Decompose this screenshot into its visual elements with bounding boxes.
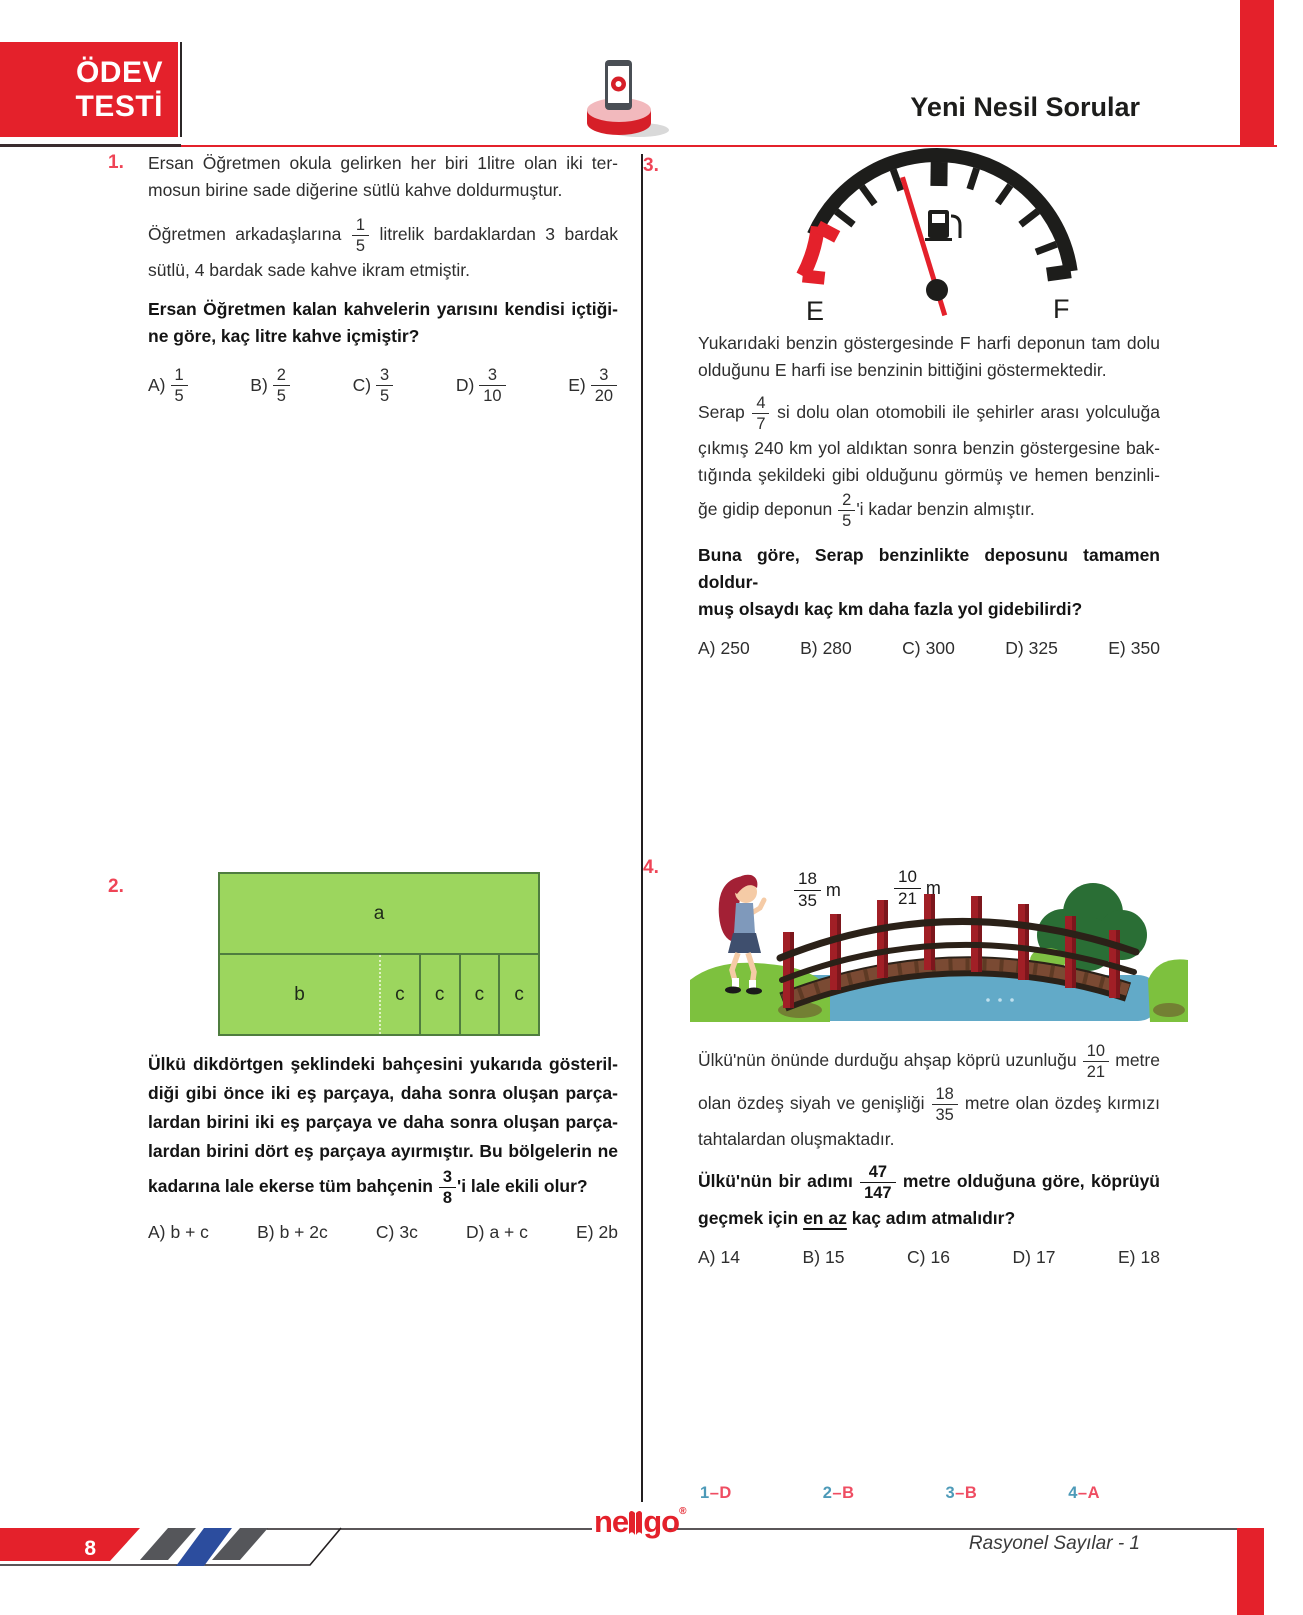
garden-diagram bbox=[218, 872, 540, 1036]
badge-line-2: TESTİ bbox=[75, 89, 163, 123]
question-3-text-line: olduğunu E harfi ise benzinin bittiğini göstermektedir. bbox=[698, 360, 1107, 380]
question-2-stem-line: lardan birini dört eş parçaya ayırmıştır. Bu bölgelerin ne bbox=[148, 1141, 618, 1161]
option-d: D) $\frac{3}{10}$ bbox=[456, 364, 507, 407]
option-b: B) 280 bbox=[800, 638, 852, 659]
garden-bottom-row bbox=[220, 955, 538, 1034]
question-2-stem-line: diği gibi önce iki eş parçaya, daha sonra oluşan parça- bbox=[148, 1083, 618, 1103]
question-3-text-line: çıkmış 240 km yol aldıktan sonra benzin göstergesine bak- bbox=[698, 438, 1160, 459]
option-e: E) 350 bbox=[1108, 638, 1160, 659]
fuel-pump-icon bbox=[925, 210, 960, 240]
option-e: E) $\frac{3}{20}$ bbox=[568, 364, 618, 407]
question-4-text-line: Ülkü'nün önünde durduğu ahşap köprü uzunluğu $\frac{10}{21}$ metre bbox=[698, 1042, 1160, 1082]
garden-cell-c: c bbox=[379, 955, 419, 1034]
question-1-text-line: Öğretmen arkadaşlarına $\frac{1}{5}$ litrelik bardaklardan 3 bardak bbox=[148, 216, 618, 256]
question-4-stem-line: geçmek için en az kaç adım atmalıdır? bbox=[698, 1207, 1016, 1228]
fraction-2-5: $\frac{2}{5}$ bbox=[837, 491, 856, 530]
option-e: E) 18 bbox=[1118, 1246, 1160, 1267]
question-3-stem-line: muş olsaydı kaç km daha fazla yol gidebilirdi? bbox=[698, 599, 1083, 620]
answer-key bbox=[700, 1484, 1100, 1503]
answer-key-item: 1–D bbox=[700, 1484, 732, 1502]
footer-red-bar bbox=[1237, 1528, 1264, 1615]
question-2-options bbox=[148, 1219, 618, 1246]
fraction-3-8: $\frac{3}{8}$ bbox=[438, 1168, 457, 1207]
question-3-number: 3. bbox=[643, 155, 659, 176]
option-c: C) $\frac{3}{5}$ bbox=[353, 364, 395, 407]
answer-key-item: 3–B bbox=[945, 1484, 978, 1502]
board-length-label: $\frac{10}{21}$ m bbox=[893, 866, 941, 910]
gauge-full-label: F bbox=[1053, 294, 1070, 324]
question-4-text-line: tahtalardan oluşmaktadır. bbox=[698, 1129, 895, 1150]
gauge-pivot bbox=[926, 279, 948, 301]
question-1-stem-line: ne göre, kaç litre kahve içmiştir? bbox=[148, 326, 420, 347]
garden-cell-c: c bbox=[419, 955, 459, 1034]
garden-cell-c: c bbox=[498, 955, 538, 1034]
fraction-47-147: $\frac{47}{147}$ bbox=[859, 1163, 896, 1202]
garden-cell-a: a bbox=[220, 874, 538, 955]
question-1-stem-line: Ersan Öğretmen kalan kahvelerin yarısını kendisi içtiği- bbox=[148, 299, 618, 320]
answer-key-item: 4–A bbox=[1068, 1484, 1100, 1502]
phone-on-podium-icon bbox=[565, 46, 675, 142]
column-divider-line bbox=[641, 154, 643, 1502]
option-a: A) 250 bbox=[698, 638, 750, 659]
bridge-illustration bbox=[688, 840, 1188, 1040]
question-1-options bbox=[148, 364, 618, 407]
question-3 bbox=[698, 330, 1160, 662]
option-b: B) $\frac{2}{5}$ bbox=[250, 364, 291, 407]
option-a: A) 14 bbox=[698, 1246, 740, 1267]
option-c: C) 3c bbox=[375, 1222, 418, 1243]
question-3-text-line: Yukarıdaki benzin göstergesinde F harfi deponun tam dolu bbox=[698, 333, 1160, 353]
question-4 bbox=[698, 1040, 1160, 1271]
chapter-title: Rasyonel Sayılar - 1 bbox=[968, 1533, 1140, 1554]
question-2-number: 2. bbox=[108, 876, 124, 897]
open-book-icon bbox=[629, 1508, 642, 1538]
underlined-en-az: en az bbox=[803, 1207, 847, 1228]
fraction-18-35: $\frac{18}{35}$ bbox=[931, 1085, 959, 1124]
question-1-text-line: Ersan Öğretmen okula gelirken her biri 1litre olan iki ter- bbox=[148, 153, 618, 173]
fraction-4-7: $\frac{4}{7}$ bbox=[751, 394, 770, 433]
garden-cell-c: c bbox=[459, 955, 499, 1034]
question-4-options bbox=[698, 1244, 1160, 1271]
option-d: D) 17 bbox=[1012, 1246, 1056, 1267]
question-2-stem-line: kadarına lale ekerse tüm bahçenin $\frac{3}{8}$ 'i lale ekili olur? bbox=[148, 1168, 588, 1208]
gauge-empty-label: E bbox=[806, 296, 825, 326]
question-4-text-line: olan özdeş siyah ve genişliği $\frac{18}{35}$ metre olan özdeş kırmızı bbox=[698, 1085, 1160, 1125]
option-e: E) 2b bbox=[576, 1222, 618, 1243]
answer-key-item: 2–B bbox=[822, 1484, 855, 1502]
question-1 bbox=[148, 150, 618, 407]
question-1-text-line: mosun birine sade diğerine sütlü kahve doldurmuştur. bbox=[148, 180, 563, 200]
option-c: C) 16 bbox=[907, 1246, 950, 1267]
question-2 bbox=[148, 1050, 618, 1246]
question-2-stem-line: lardan birini iki eş parçaya ve daha sonra oluşan parça- bbox=[148, 1112, 618, 1132]
option-b: B) 15 bbox=[802, 1246, 845, 1267]
fraction-1-5: $\frac{1}{5}$ bbox=[351, 216, 370, 255]
publisher-logo: ne go ® bbox=[594, 1504, 686, 1539]
question-1-text-line: sütlü, 4 bardak sade kahve ikram etmiştir. bbox=[148, 260, 470, 281]
question-4-stem-line: Ülkü'nün bir adımı $\frac{47}{147}$ metre olduğuna göre, köprüyü bbox=[698, 1163, 1160, 1203]
question-3-text-line: ğe gidip deponun $\frac{2}{5}$ 'i kadar benzin almıştır. bbox=[698, 491, 1035, 531]
homework-test-badge bbox=[0, 42, 178, 137]
garden-cell-b: b bbox=[294, 983, 305, 1005]
question-3-stem-line: Buna göre, Serap benzinlikte deposunu tamamen doldur- bbox=[698, 545, 1160, 593]
header-red-bar bbox=[1240, 0, 1274, 146]
board-width-label: $\frac{18}{35}$ m bbox=[793, 868, 841, 912]
page-number: 8 bbox=[84, 1537, 96, 1560]
page-number-band bbox=[0, 1528, 140, 1561]
option-b: B) b + 2c bbox=[257, 1222, 328, 1243]
question-2-stem-line: Ülkü dikdörtgen şeklindeki bahçesini yukarıda gösteril- bbox=[148, 1054, 618, 1074]
fraction-10-21: $\frac{10}{21}$ bbox=[1082, 1042, 1110, 1081]
option-c: C) 300 bbox=[902, 638, 955, 659]
question-1-number: 1. bbox=[108, 152, 124, 173]
badge-divider-line bbox=[180, 42, 182, 137]
option-a: A) $\frac{1}{5}$ bbox=[148, 364, 189, 407]
option-d: D) 325 bbox=[1005, 638, 1058, 659]
question-4-number: 4. bbox=[643, 857, 659, 878]
registered-mark: ® bbox=[679, 1506, 686, 1517]
page-title: Yeni Nesil Sorular bbox=[910, 92, 1140, 122]
question-3-text-line: tığında şekildeki gibi olduğunu görmüş ve hemen benzinli- bbox=[698, 465, 1160, 486]
option-d: D) a + c bbox=[465, 1222, 528, 1243]
option-a: A) b + c bbox=[148, 1222, 209, 1243]
fuel-gauge-illustration bbox=[770, 146, 1085, 328]
question-3-text-line: Serap $\frac{4}{7}$ si dolu olan otomobili ile şehirler arası yolculuğa bbox=[698, 394, 1160, 434]
header-rule bbox=[0, 145, 1277, 147]
badge-line-1: ÖDEV bbox=[75, 55, 163, 89]
question-3-options bbox=[698, 635, 1160, 662]
header-rule-dark-segment bbox=[0, 144, 181, 147]
